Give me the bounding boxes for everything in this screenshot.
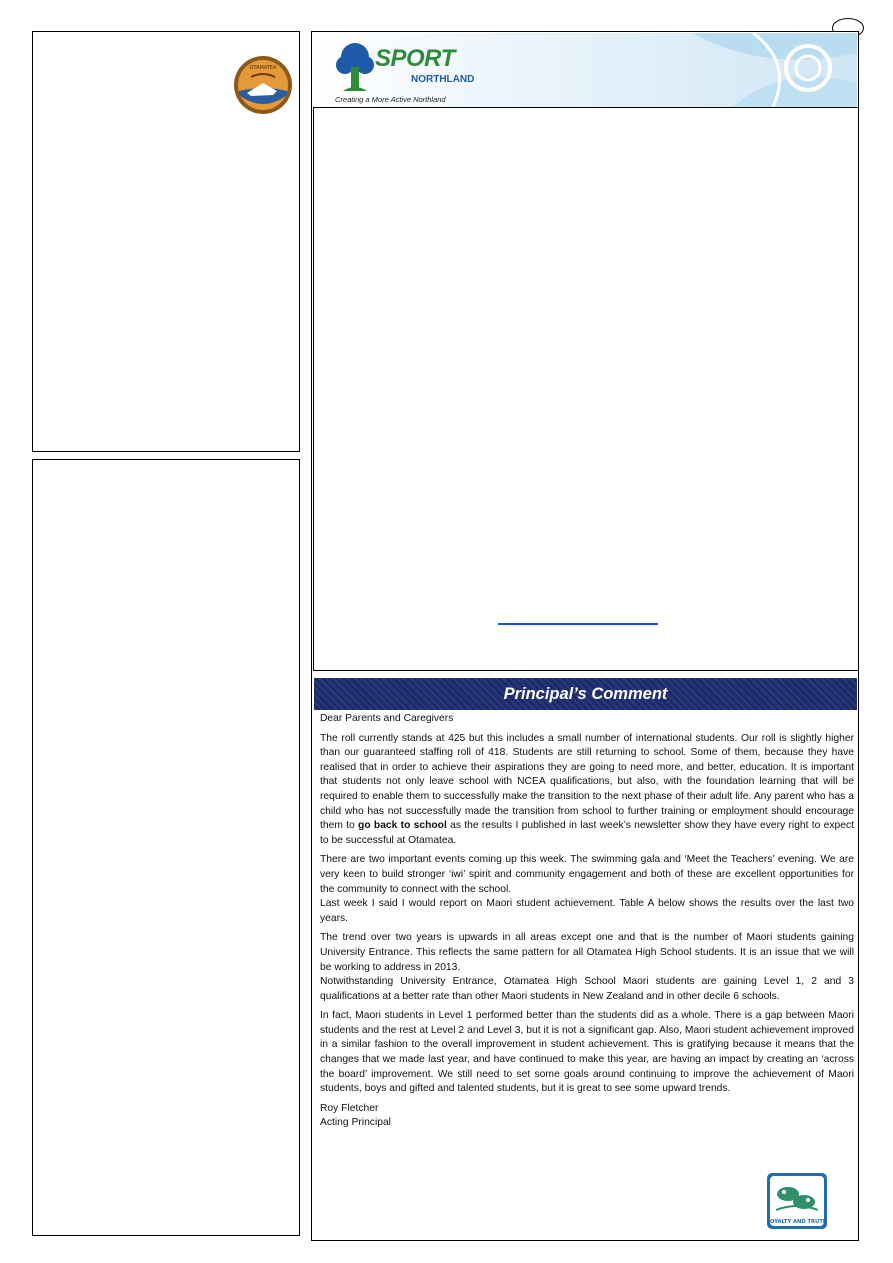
tree-icon (335, 41, 375, 101)
school-crest-logo (233, 55, 293, 115)
northland-logo-word: NORTHLAND (411, 74, 475, 85)
principal-comment-title: Principal’s Comment (503, 684, 668, 703)
crest-text: OTAMATEA (249, 65, 277, 71)
sport-tagline: Creating a More Active Northland (335, 95, 446, 104)
signature-title: Acting Principal (320, 1117, 391, 1129)
sport-northland-content-box (313, 107, 859, 671)
paragraph-events: There are two important events coming up this week. The swimming gala and ‘Meet the Teachers’ evening. We are very keen to build stronger ‘iwi’ spirit and community engagement and both of these are excellent opportunities for the community to connect with the school. (320, 854, 854, 895)
principal-comment-body (320, 712, 854, 1131)
greeting: Dear Parents and Caregivers (320, 713, 454, 724)
paragraph-trend: The trend over two years is upwards in all areas except one and that is the number of Maori students gaining University Entrance. This reflects the same pattern for all Otamatea High School students. It is an issue that we will be working to address in 2013. (320, 932, 854, 973)
paragraph-report: Last week I said I would report on Maori student achievement. Table A below shows the results over the last two years. (320, 898, 854, 924)
left-bottom-panel (32, 459, 300, 1236)
sport-logo-word: SPORT (375, 45, 455, 72)
hyperlink-underline[interactable] (498, 623, 658, 625)
sport-northland-banner (313, 33, 857, 107)
paragraph-infact: In fact, Maori students in Level 1 performed better than the students did as a whole. There is a gap between Maori students and the rest at Level 2 and Level 3, but it is not a significant gap. Also, Maori student achievement improved in a similar fashion to the overall improvement in student achievement. This is gratifying because it means that the changes that we made last year, and have continued to make this year, are having an impact by creating an ‘across the board’ improvement. We still need to set some goals around continuing to improve the achievement of Maori students, boys and gifted and talented students, but it is great to see some upward trends. (320, 1010, 854, 1095)
loyalty-motto: LOYALTY AND TRUTH (766, 1219, 828, 1225)
signature-name: Roy Fletcher (320, 1102, 379, 1114)
paragraph-roll: The roll currently stands at 425 but this includes a small number of international students. Our roll is slightly higher than our guaranteed staffing roll of 418. Students are still returning to school. Some of them, because they have realised that in order to achieve their aspirations they are going to need more, and better, education. It is important that students not only leave school with NCEA qualifications, but also, with the foundation learning that will be required to enable them to successfully make the transition to the next phase of their adult life. Any parent who has a child who has not successfully made the transition from school to further training or employment should encourage them to go back to school as the results I published in last week’s newsletter show they have every right to expect to be successful at Otamatea. (320, 732, 854, 846)
paragraph-notwithstanding: Notwithstanding University Entrance, Otamatea High School Maori students are gaining Level 1, 2 and 3 qualifications at a better rate than other Maori students in New Zealand and in other decile 6 schools. (320, 976, 854, 1002)
principal-comment-header (314, 678, 857, 710)
emphasis-go-back: go back to school (358, 820, 447, 832)
loyalty-truth-logo (766, 1172, 828, 1230)
